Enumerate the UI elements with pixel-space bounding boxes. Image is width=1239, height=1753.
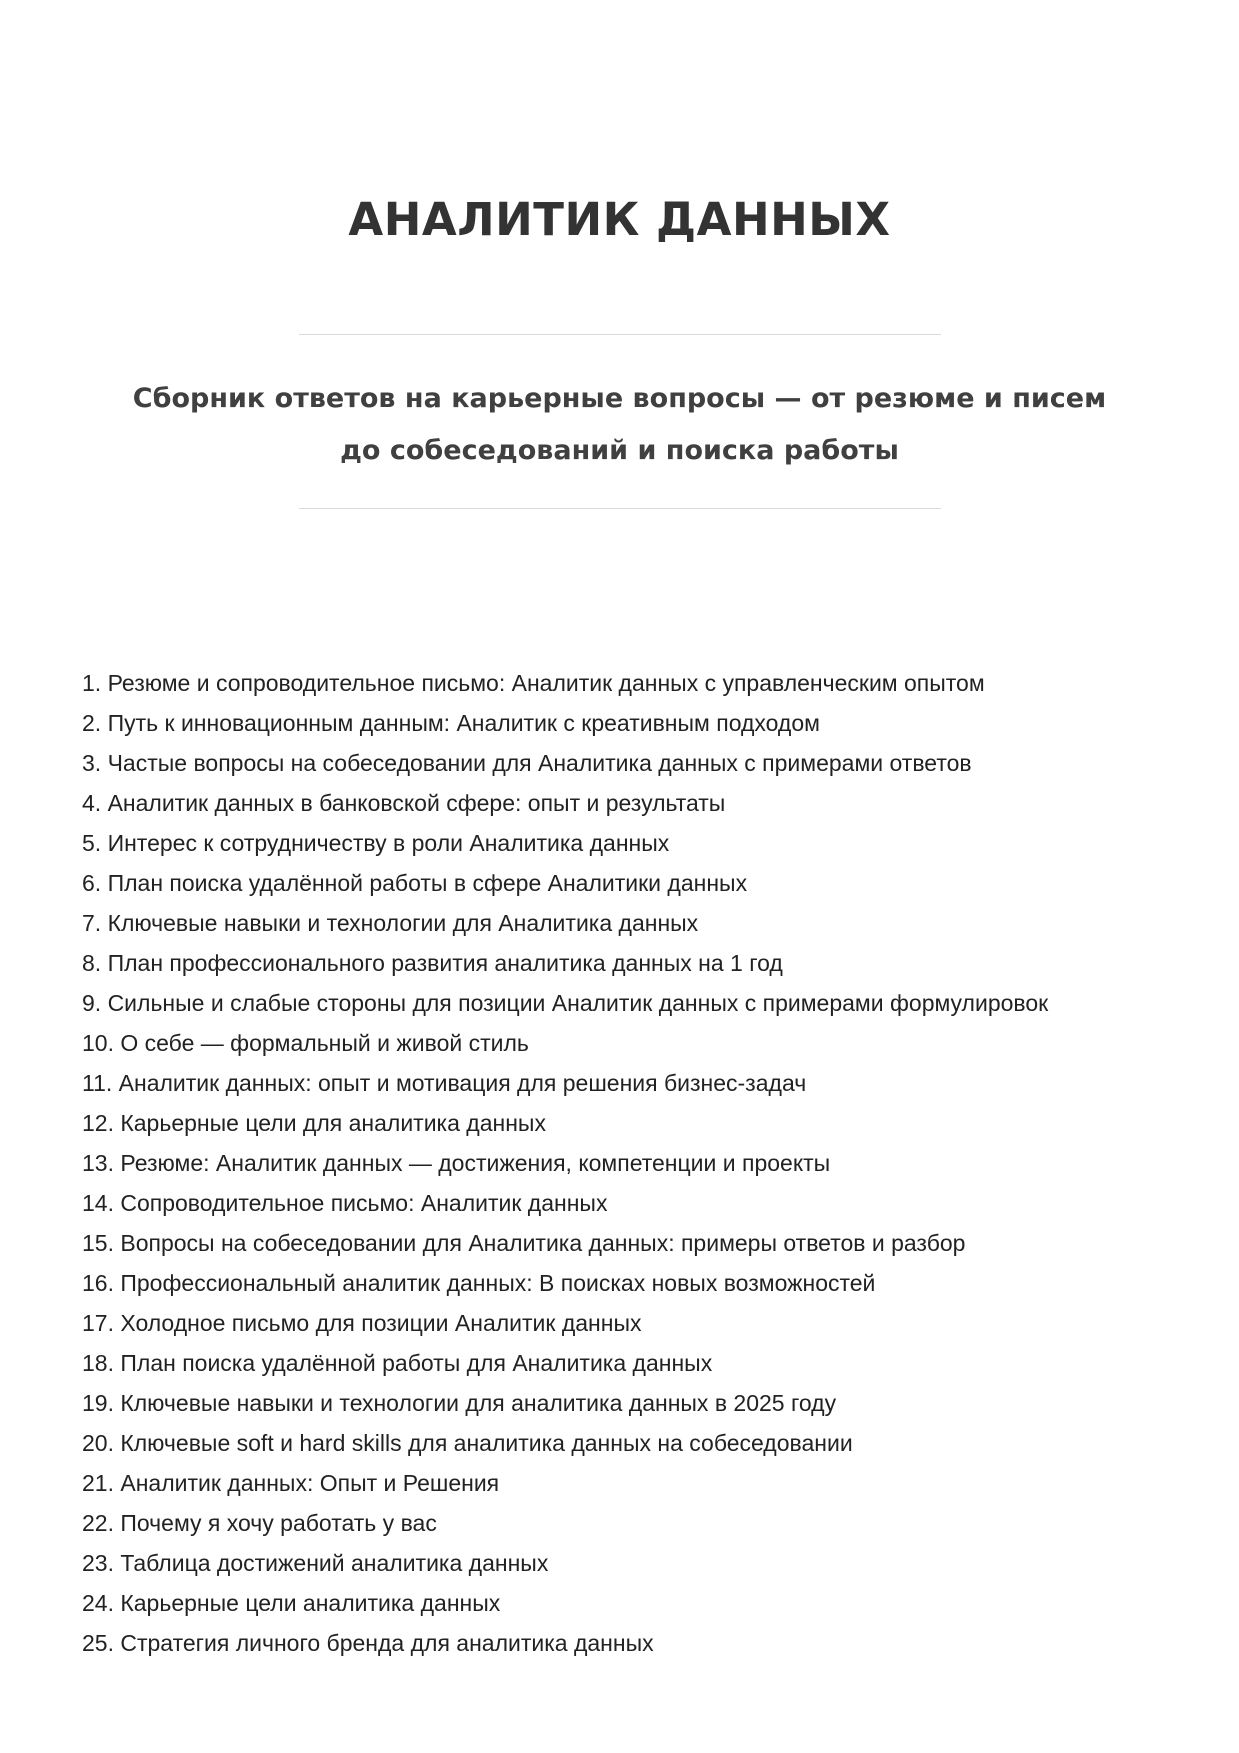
toc-item: 20. Ключевые soft и hard skills для аналитика данных на собеседовании: [82, 1430, 853, 1456]
toc-item: 16. Профессиональный аналитик данных: В поисках новых возможностей: [82, 1270, 876, 1296]
toc-item: 5. Интерес к сотрудничеству в роли Аналитика данных: [82, 830, 670, 856]
toc-item: 19. Ключевые навыки и технологии для аналитика данных в 2025 году: [82, 1390, 837, 1416]
toc-item: 11. Аналитик данных: опыт и мотивация для решения бизнес-задач: [82, 1070, 807, 1096]
document-title: АНАЛИТИК ДАННЫХ: [348, 193, 891, 246]
toc-item: 21. Аналитик данных: Опыт и Решения: [82, 1470, 500, 1496]
toc-item: 9. Сильные и слабые стороны для позиции Аналитик данных с примерами формулировок: [82, 990, 1049, 1016]
toc-item: 25. Стратегия личного бренда для аналитика данных: [82, 1630, 654, 1656]
title-divider-bottom: [299, 508, 941, 509]
toc-item: 23. Таблица достижений аналитика данных: [82, 1550, 549, 1576]
toc-item: 3. Частые вопросы на собеседовании для Аналитика данных с примерами ответов: [82, 750, 972, 776]
toc-item: 17. Холодное письмо для позиции Аналитик данных: [82, 1310, 642, 1336]
table-of-contents: [82, 663, 1182, 1663]
toc-item: 24. Карьерные цели аналитика данных: [82, 1590, 501, 1616]
toc-item: 1. Резюме и сопроводительное письмо: Аналитик данных с управленческим опытом: [82, 670, 985, 696]
toc-item: 18. План поиска удалённой работы для Аналитика данных: [82, 1350, 713, 1376]
toc-item: 14. Сопроводительное письмо: Аналитик данных: [82, 1190, 608, 1216]
toc-item: 12. Карьерные цели для аналитика данных: [82, 1110, 546, 1136]
toc-item: 22. Почему я хочу работать у вас: [82, 1510, 437, 1536]
toc-item: 4. Аналитик данных в банковской сфере: опыт и результаты: [82, 790, 726, 816]
toc-item: 13. Резюме: Аналитик данных — достижения, компетенции и проекты: [82, 1150, 831, 1176]
toc-item: 7. Ключевые навыки и технологии для Аналитика данных: [82, 910, 699, 936]
toc-item: 6. План поиска удалённой работы в сфере Аналитики данных: [82, 870, 748, 896]
toc-item: 10. О себе — формальный и живой стиль: [82, 1030, 529, 1056]
toc-item: 8. План профессионального развития аналитика данных на 1 год: [82, 950, 783, 976]
toc-item: 2. Путь к инновационным данным: Аналитик с креативным подходом: [82, 710, 820, 736]
toc-item: 15. Вопросы на собеседовании для Аналитика данных: примеры ответов и разбор: [82, 1230, 966, 1256]
document-subtitle: Сборник ответов на карьерные вопросы — от резюме и писем до собеседований и поиска работы: [132, 383, 1107, 466]
title-divider-top: [299, 334, 941, 335]
